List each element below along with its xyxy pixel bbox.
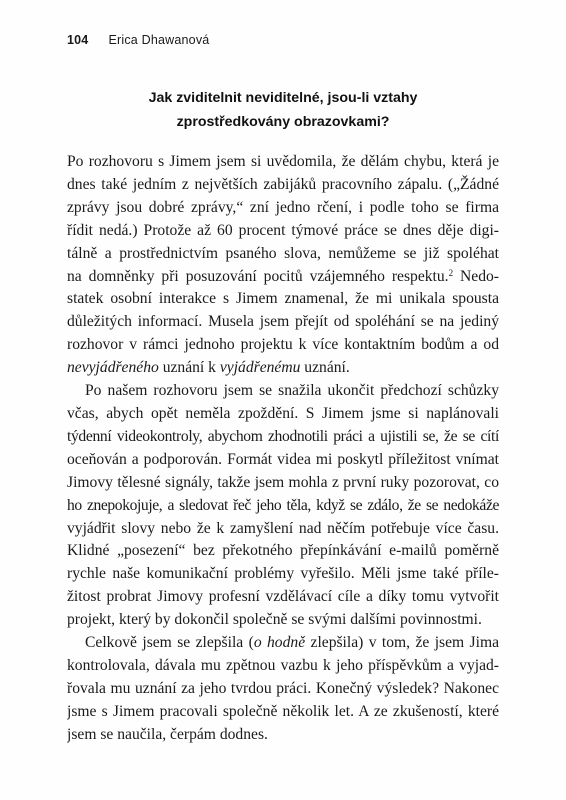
text-line: Klidné „posezení“ bez překotného přepínkávání e-mailů poměrně bbox=[67, 542, 499, 560]
text-line: zprávy jsou dobré zprávy,“ zní jedno rčení, i podle toho se firma bbox=[67, 198, 499, 216]
text-line: Po rozhovoru s Jimem jsem si uvědomila, že dělám chybu, která je bbox=[67, 153, 499, 170]
text-line: žitost probrat Jimovy profesní vzdělávací cíle a díky tomu vytvořit bbox=[67, 588, 499, 606]
text-line bbox=[67, 632, 499, 655]
text-line: ho znepokojuje, a sledovat řeč jeho těla, když se zdálo, že se nedokáže bbox=[67, 496, 499, 514]
text-line: statek osobní interakce s Jimem znamenal, že mi unikala spousta bbox=[67, 290, 499, 308]
text-fragment: uznání k bbox=[158, 359, 220, 377]
paragraph-1 bbox=[67, 151, 499, 380]
text-line: rychle naše komunikační problémy vyřešilo. Měli jsme také příle- bbox=[67, 565, 499, 583]
running-head bbox=[67, 33, 209, 47]
text-fragment: na domněnky při posuzování pocitů vzájemného respektu. bbox=[67, 267, 449, 285]
paragraph-3 bbox=[67, 632, 499, 747]
section-heading bbox=[67, 86, 499, 134]
author-name: Erica Dhawanová bbox=[108, 33, 210, 47]
text-line: tálně a prostřednictvím psaného slova, nemůžeme se již spoléhat bbox=[67, 244, 499, 262]
emphasis: nevyjádřeného bbox=[67, 359, 159, 377]
text-line: včas, abych opět neměla zpoždění. S Jimem jsme si naplánovali bbox=[67, 404, 499, 422]
text-line: Jimovy tělesné signály, takže jsem mohla z první ruky pozorovat, co bbox=[67, 473, 499, 491]
text-line: Po našem rozhovoru jsem se snažila ukončit předchozí schůzky bbox=[85, 382, 499, 400]
text-line: rozhovor v rámci jednoho projektu k více kontaktním bodům a od bbox=[67, 336, 499, 354]
heading-line-2: zprostředkovány obrazovkami? bbox=[176, 114, 390, 130]
text-line: jsme s Jimem pracovali společně několik let. A ze zkušeností, které bbox=[67, 702, 499, 720]
text-line: vyjádřit slovy nebo že k zamyšlení nad něčím potřebuje více času. bbox=[67, 519, 499, 537]
footnote-reference: 2 bbox=[448, 267, 454, 278]
text-line: dnes také jedním z největších zabijáků pracovního zápalu. („Žádné bbox=[67, 175, 499, 193]
emphasis: o hodně bbox=[253, 634, 306, 652]
text-line bbox=[67, 357, 499, 380]
text-line: důležitých informací. Musela jsem přejít od spoléhání se na jediný bbox=[67, 313, 499, 331]
text-fragment: zlepšila) v tom, že jsem Jima bbox=[305, 634, 499, 652]
text-line: týdenní videokontroly, abychom zhodnotili práci a ujistili se, že se cítí bbox=[67, 427, 499, 445]
text-line: jsem se naučila, čerpám dodnes. bbox=[67, 725, 268, 743]
text-line: projekt, který by dokončil společně se svými dalšími povinnostmi. bbox=[67, 611, 482, 629]
text-line: řídit nedá.) Protože až 60 procent týmové práce se dnes děje digi- bbox=[67, 221, 499, 239]
emphasis: vyjádřenému bbox=[219, 359, 301, 377]
paragraph-2 bbox=[67, 380, 499, 632]
text-fragment: uznání. bbox=[300, 359, 350, 377]
text-fragment: Nedo- bbox=[453, 267, 499, 285]
page-number: 104 bbox=[67, 33, 89, 47]
text-line: oceňován a podporován. Formát videa mi poskytl příležitost vnímat bbox=[67, 450, 499, 468]
text-line: kontrolovala, dávala mu zpětnou vazbu k jeho příspěvkům a vyjad- bbox=[67, 656, 499, 674]
body-text bbox=[67, 151, 499, 747]
heading-line-1: Jak zviditelnit neviditelné, jsou-li vztahy bbox=[148, 90, 418, 106]
text-line bbox=[67, 266, 499, 289]
text-fragment: Celkově jsem se zlepšila ( bbox=[85, 634, 254, 652]
text-line: řovala mu uznání za jeho tvrdou práci. Konečný výsledek? Nakonec bbox=[67, 679, 499, 697]
